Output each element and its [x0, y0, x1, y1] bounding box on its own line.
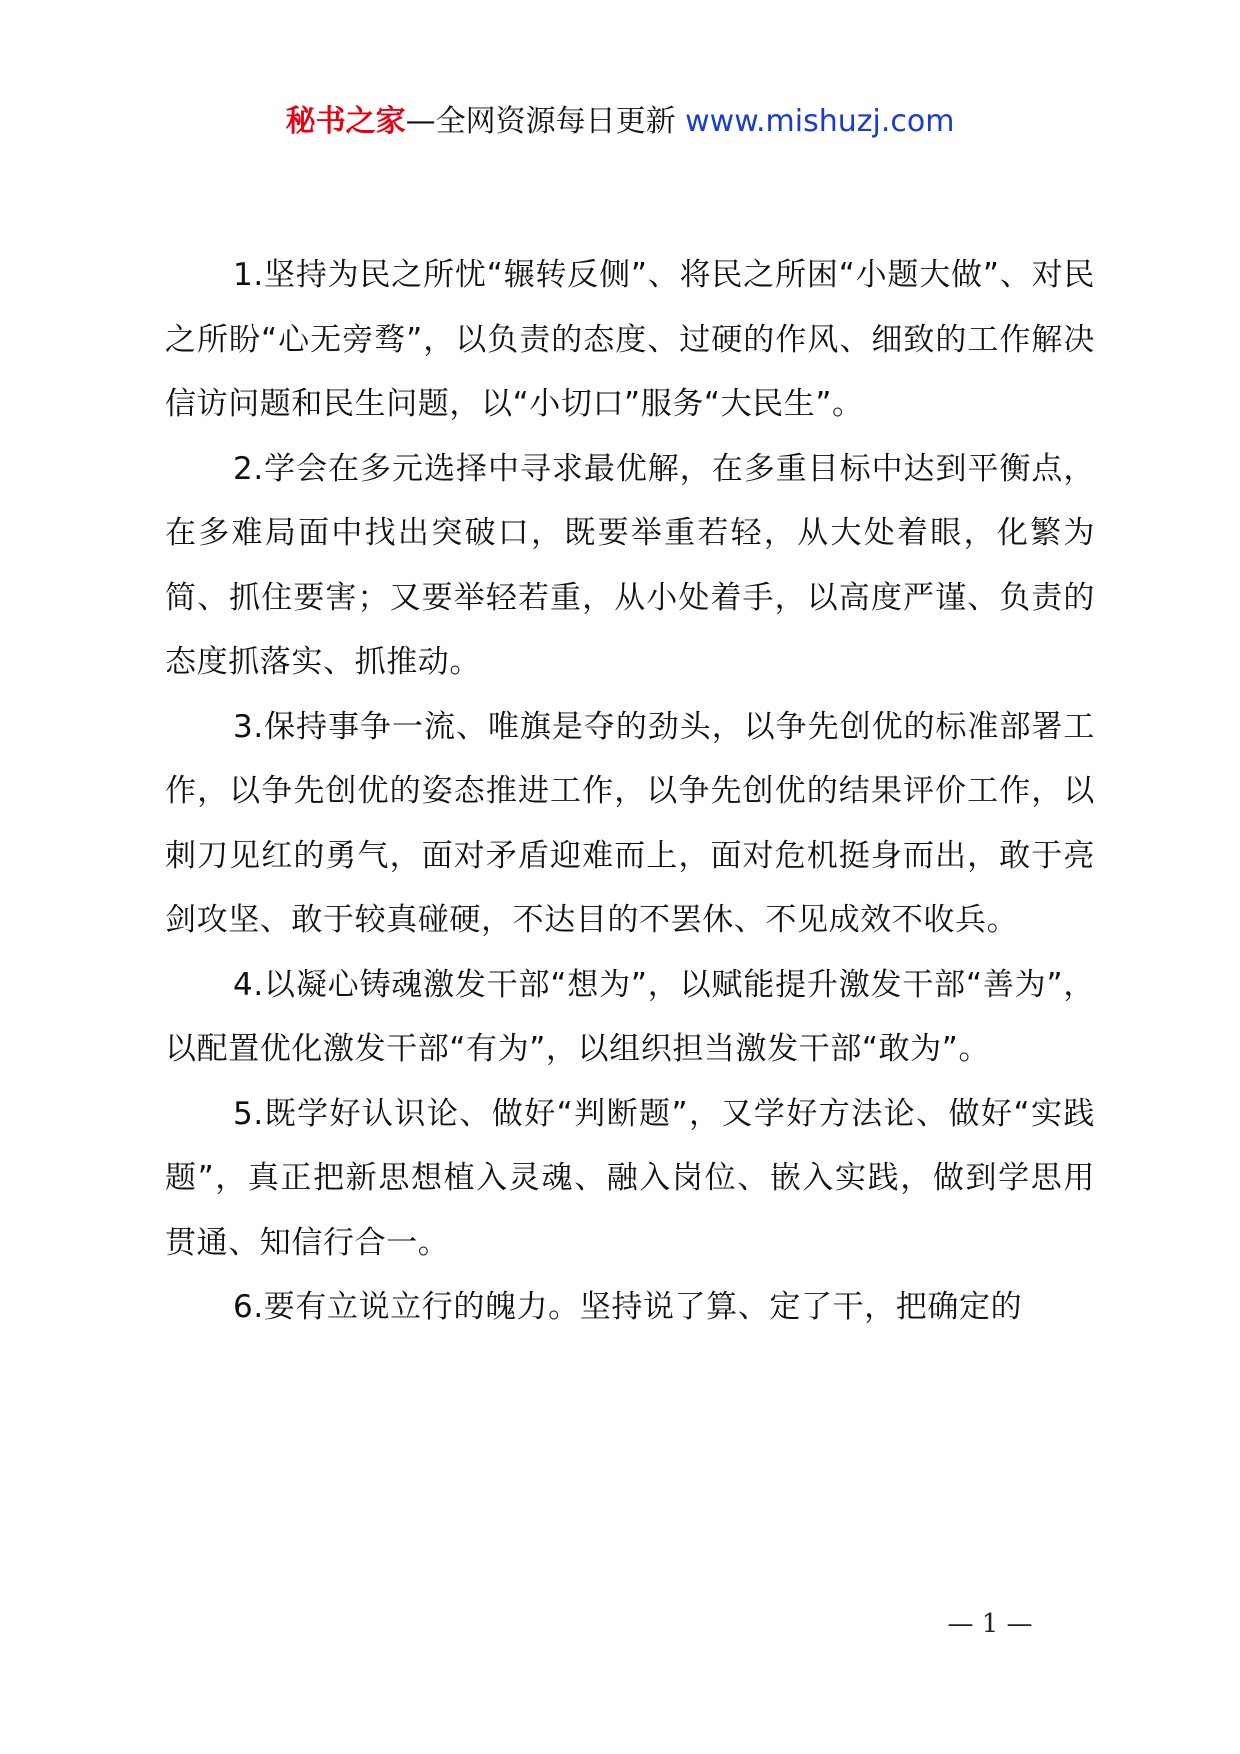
- header-tagline: —全网资源每日更新: [405, 104, 686, 139]
- paragraph-5: 5.既学好认识论、做好“判断题”，又学好方法论、做好“实践题”，真正把新思想植入灵魂、融入岗位、嵌入实践，做到学思用贯通、知信行合一。: [165, 1095, 1095, 1261]
- paragraph-3: 3.保持事争一流、唯旗是夺的劲头，以争先创优的标准部署工作，以争先创优的姿态推进工作，以争先创优的结果评价工作，以刺刀见红的勇气，面对矛盾迎难而上，面对危机挺身而出，敢于亮剑攻坚、敢于较真碰硬，不达目的不罢休、不见成效不收兵。: [165, 708, 1095, 938]
- paragraph-6: 6.要有立说立行的魄力。坚持说了算、定了干，把确定的: [233, 1289, 1023, 1325]
- document-body: [165, 243, 1095, 1340]
- paragraph-1: 1.坚持为民之所忧“辗转反侧”、将民之所困“小题大做”、对民之所盼“心无旁骛”，以负责的态度、过硬的作风、细致的工作解决信访问题和民生问题，以“小切口”服务“大民生”。: [165, 257, 1095, 422]
- site-url-link[interactable]: www.mishuzj.com: [685, 104, 955, 139]
- paragraph-2: 2.学会在多元选择中寻求最优解，在多重目标中达到平衡点，在多难局面中找出突破口，既要举重若轻，从大处着眼，化繁为简、抓住要害；又要举轻若重，从小处着手，以高度严谨、负责的态度抓落实、抓推动。: [165, 450, 1095, 680]
- page-number: — 1 —: [947, 1609, 1033, 1639]
- document-header: [0, 100, 1240, 144]
- paragraph-4: 4.以凝心铸魂激发干部“想为”，以赋能提升激发干部“善为”，以配置优化激发干部“有为”，以组织担当激发干部“敢为”。: [165, 966, 1095, 1067]
- brand-name: 秘书之家: [285, 104, 406, 139]
